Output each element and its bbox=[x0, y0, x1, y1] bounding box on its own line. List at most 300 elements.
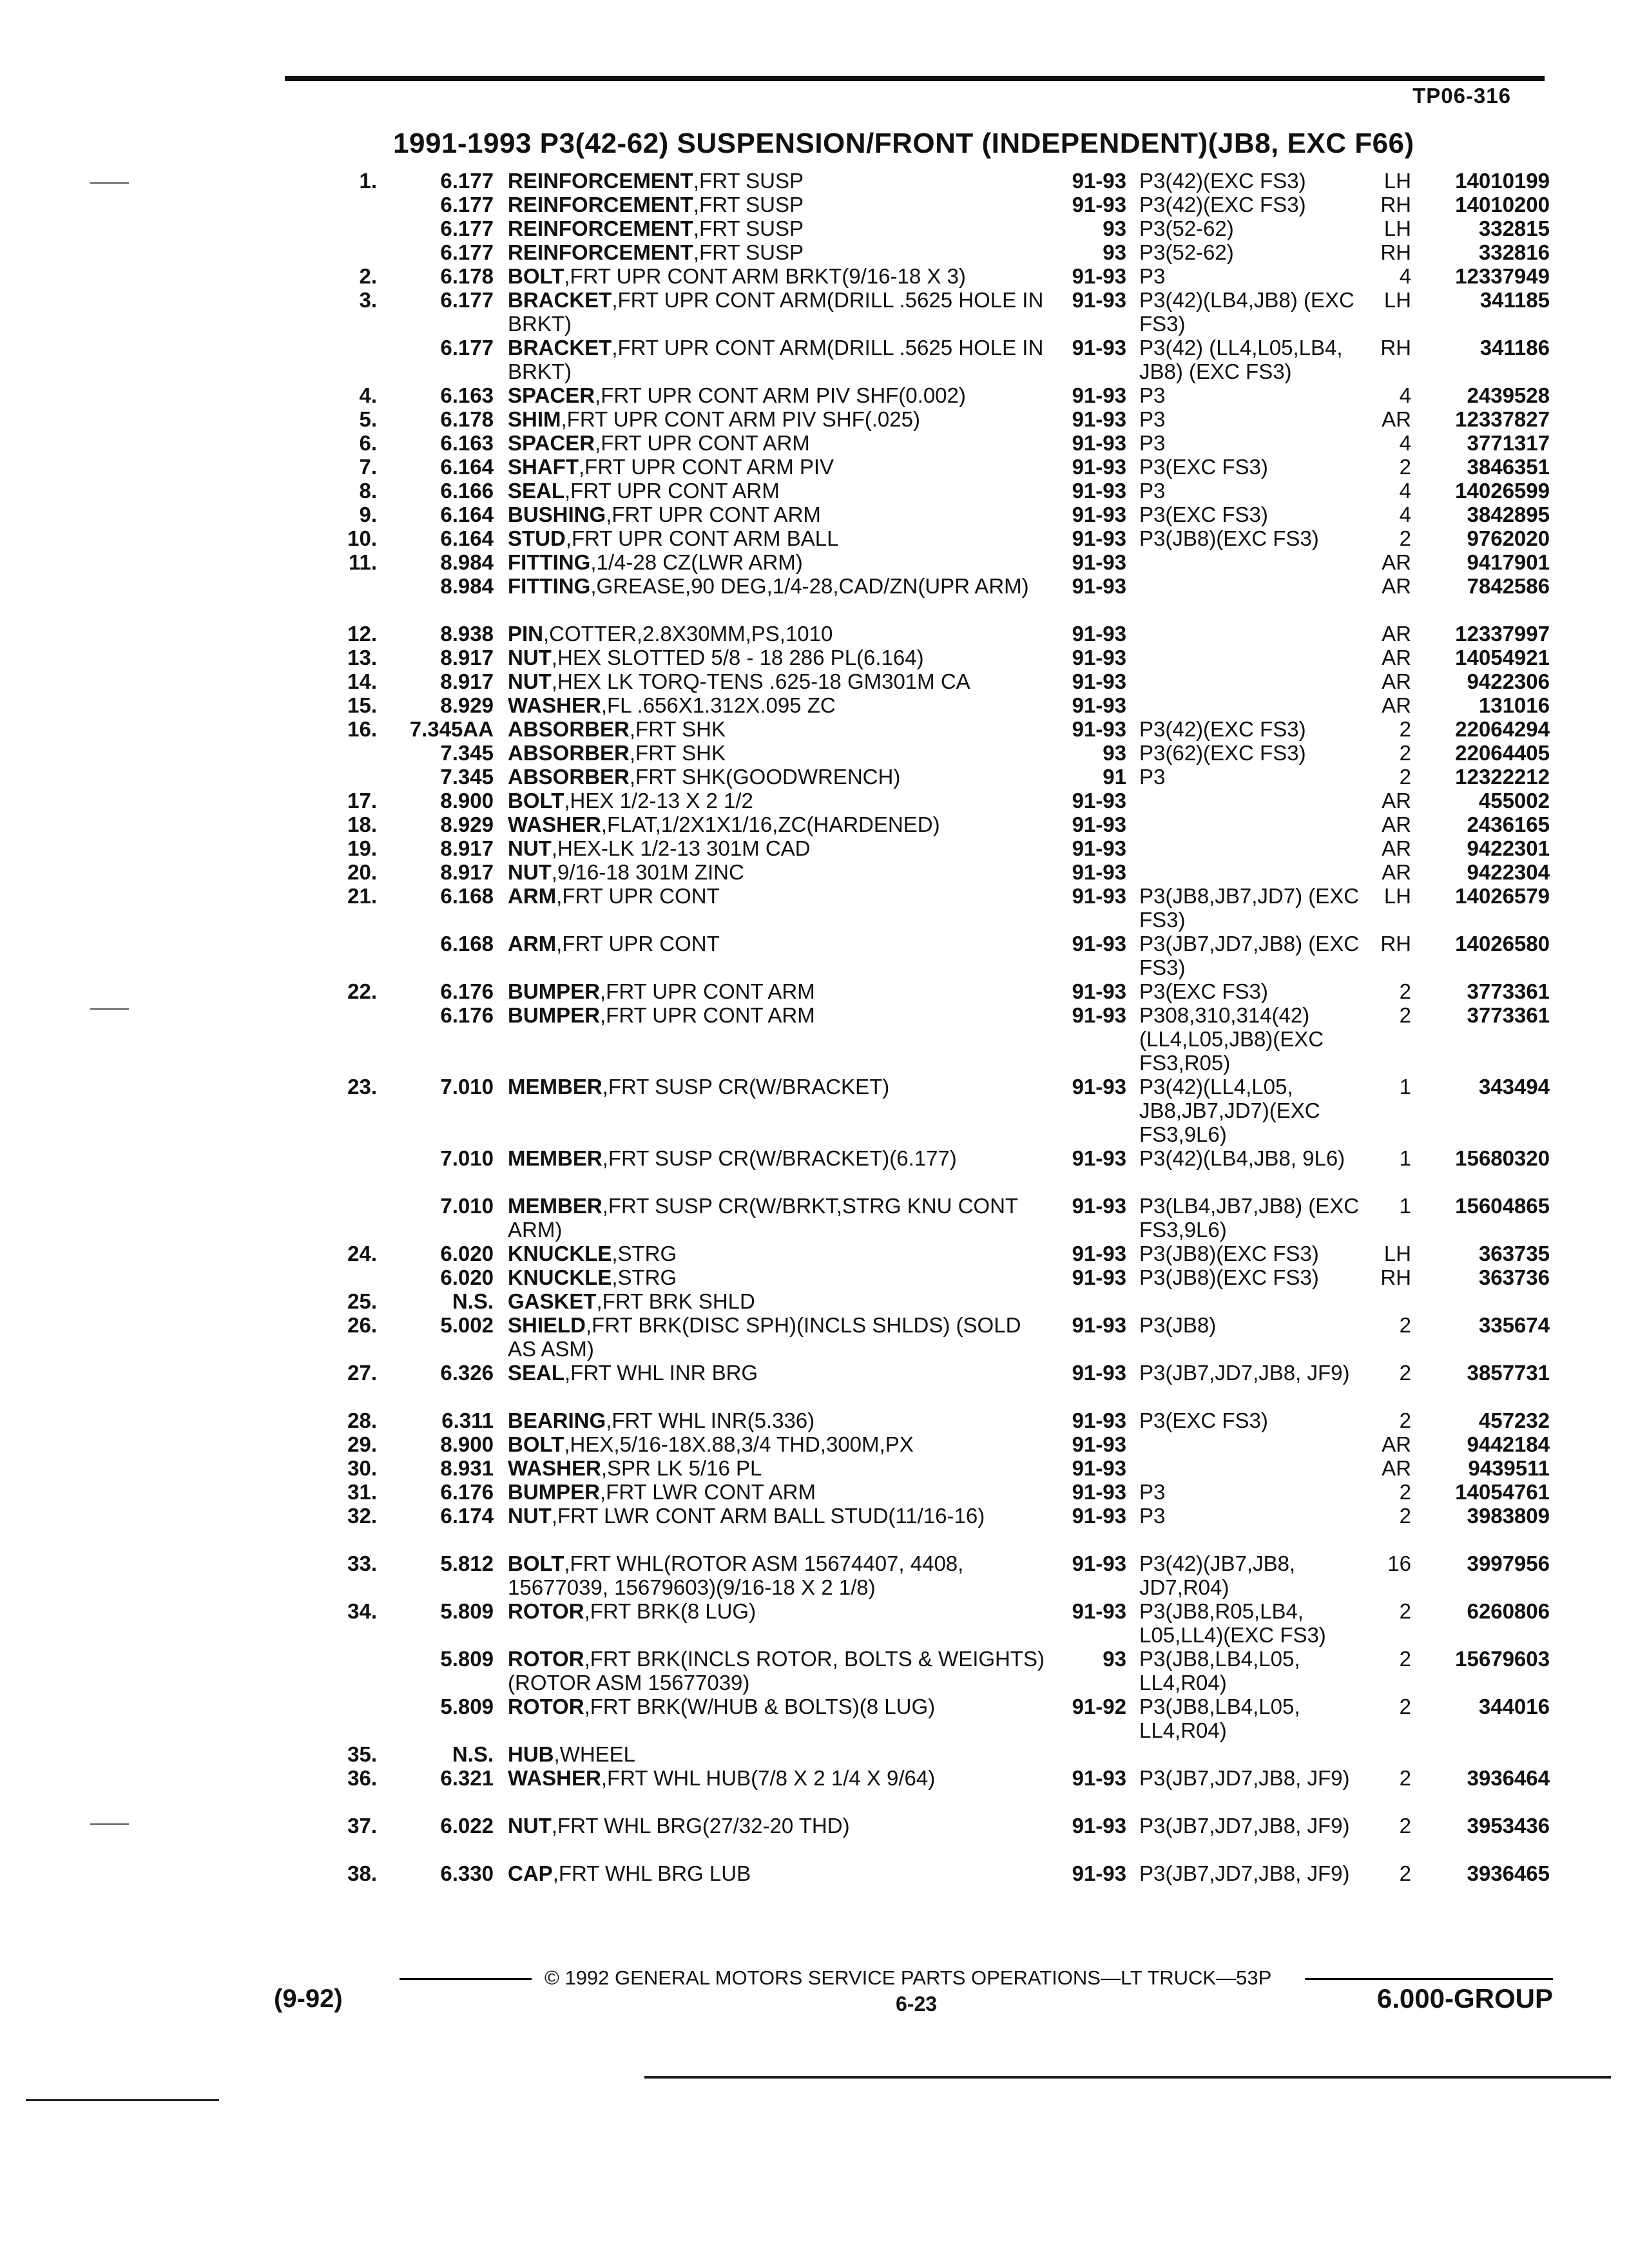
part-description bbox=[508, 812, 1049, 836]
group-number: 6.177 bbox=[440, 193, 494, 216]
part-detail: ,FRT UPR CONT ARM bbox=[600, 1003, 815, 1027]
table-row bbox=[0, 1432, 1629, 1456]
part-description bbox=[508, 1552, 1049, 1599]
part-description bbox=[508, 1408, 1049, 1432]
table-row bbox=[0, 932, 1629, 979]
quantity: 2 bbox=[1399, 526, 1411, 550]
page-title: 1991-1993 P3(42-62) SUSPENSION/FRONT (INDEPENDENT)(JB8, EXC F66) bbox=[393, 128, 1414, 159]
item-number: 30. bbox=[347, 1456, 377, 1480]
quantity: 2 bbox=[1399, 455, 1411, 479]
model-years: 91-93 bbox=[1072, 526, 1126, 550]
part-detail: ,FRT SUSP bbox=[693, 169, 804, 193]
group-number: 6.330 bbox=[440, 1861, 494, 1885]
part-description bbox=[508, 1814, 1049, 1838]
part-number: 14054761 bbox=[1455, 1480, 1550, 1504]
quantity: LH bbox=[1383, 216, 1411, 240]
item-number: 22. bbox=[347, 979, 377, 1003]
part-description bbox=[508, 1289, 1049, 1313]
application: P3(LB4,JB7,JB8) (EXC FS3,9L6) bbox=[1139, 1194, 1360, 1242]
quantity: 2 bbox=[1399, 1647, 1411, 1671]
part-name: PIN bbox=[508, 622, 544, 646]
part-description bbox=[508, 1456, 1049, 1480]
group-number: 6.164 bbox=[440, 503, 494, 526]
item-number: 8. bbox=[359, 479, 377, 503]
application: P3(JB7,JD7,JB8, JF9) bbox=[1139, 1766, 1350, 1790]
application: P3 bbox=[1139, 264, 1166, 288]
group-number: 5.002 bbox=[440, 1313, 494, 1337]
item-number: 6. bbox=[359, 431, 377, 455]
part-detail: ,FRT BRK(W/HUB & BOLTS)(8 LUG) bbox=[584, 1695, 936, 1718]
application: P308,310,314(42) (LL4,L05,JB8)(EXC FS3,R05) bbox=[1139, 1003, 1324, 1075]
model-years: 91-93 bbox=[1072, 503, 1126, 526]
part-detail: ,FRT UPR CONT ARM BALL bbox=[565, 526, 839, 550]
table-row bbox=[0, 1814, 1629, 1861]
group-number: 6.176 bbox=[440, 1003, 494, 1027]
group-number: 7.010 bbox=[440, 1146, 494, 1170]
model-years: 91-93 bbox=[1072, 860, 1126, 884]
part-description bbox=[508, 1003, 1049, 1027]
part-detail: ,FRT WHL INR BRG bbox=[564, 1361, 758, 1385]
group-number: 8.984 bbox=[440, 574, 494, 598]
part-detail: ,FRT BRK(DISC SPH)(INCLS SHLDS) (SOLD AS ASM) bbox=[508, 1313, 1021, 1361]
part-number: 12337949 bbox=[1455, 264, 1550, 288]
part-name: STUD bbox=[508, 526, 566, 550]
part-number: 15604865 bbox=[1455, 1194, 1550, 1218]
quantity: AR bbox=[1382, 550, 1411, 574]
quantity: AR bbox=[1382, 836, 1411, 860]
part-number: 3771317 bbox=[1467, 431, 1550, 455]
table-row bbox=[0, 336, 1629, 383]
part-number: 3997956 bbox=[1467, 1552, 1550, 1575]
quantity: 4 bbox=[1399, 503, 1411, 526]
part-number: 7842586 bbox=[1467, 574, 1550, 598]
part-number: 9439511 bbox=[1468, 1456, 1550, 1480]
part-description bbox=[508, 860, 1049, 884]
model-years: 91-93 bbox=[1072, 383, 1126, 407]
model-years: 91 bbox=[1103, 765, 1126, 789]
part-number: 131016 bbox=[1478, 693, 1550, 717]
quantity: AR bbox=[1382, 407, 1411, 431]
part-number: 15679603 bbox=[1455, 1647, 1550, 1671]
model-years: 91-93 bbox=[1072, 1265, 1126, 1289]
item-number: 38. bbox=[347, 1861, 377, 1885]
part-name: ABSORBER bbox=[508, 765, 630, 789]
item-number: 24. bbox=[347, 1242, 377, 1265]
part-name: REINFORCEMENT bbox=[508, 169, 693, 193]
table-row bbox=[0, 669, 1629, 693]
part-name: HUB bbox=[508, 1742, 554, 1766]
quantity: 1 bbox=[1399, 1194, 1411, 1218]
group-number: 7.345 bbox=[440, 765, 494, 789]
part-description bbox=[508, 1647, 1049, 1695]
group-number: 5.809 bbox=[440, 1647, 494, 1671]
part-name: SPACER bbox=[508, 431, 595, 455]
application: P3(EXC FS3) bbox=[1139, 503, 1268, 526]
part-name: GASKET bbox=[508, 1289, 597, 1313]
group-number: 8.917 bbox=[440, 836, 494, 860]
group-number: 6.164 bbox=[440, 455, 494, 479]
group-number: 8.917 bbox=[440, 646, 494, 669]
part-detail: ,FRT SUSP bbox=[693, 193, 804, 216]
doc-id: TP06-316 bbox=[1412, 84, 1511, 108]
part-detail: ,HEX LK TORQ-TENS .625-18 GM301M CA bbox=[551, 669, 970, 693]
part-detail: ,FRT SHK bbox=[629, 717, 726, 741]
model-years: 91-93 bbox=[1072, 193, 1126, 216]
footer-rule-left bbox=[400, 1978, 532, 1980]
margin-mark bbox=[90, 1823, 129, 1825]
part-number: 6260806 bbox=[1467, 1599, 1550, 1623]
group-number: 6.163 bbox=[440, 383, 494, 407]
group-number: 8.917 bbox=[440, 860, 494, 884]
quantity: 2 bbox=[1399, 1408, 1411, 1432]
part-number: 14026580 bbox=[1455, 932, 1550, 956]
group-number: 6.163 bbox=[440, 431, 494, 455]
model-years: 91-93 bbox=[1072, 1432, 1126, 1456]
quantity: LH bbox=[1383, 1242, 1411, 1265]
table-row bbox=[0, 1003, 1629, 1075]
part-number: 9762020 bbox=[1467, 526, 1550, 550]
quantity: 4 bbox=[1399, 431, 1411, 455]
group-number: 6.174 bbox=[440, 1504, 494, 1528]
table-row bbox=[0, 1408, 1629, 1432]
part-number: 22064405 bbox=[1455, 741, 1550, 765]
part-description bbox=[508, 741, 1049, 765]
part-detail: ,FRT SUSP bbox=[693, 240, 804, 264]
group-number: 7.010 bbox=[440, 1075, 494, 1099]
model-years: 91-93 bbox=[1072, 336, 1126, 360]
part-name: BUMPER bbox=[508, 1003, 601, 1027]
application: P3(EXC FS3) bbox=[1139, 455, 1268, 479]
model-years: 91-93 bbox=[1072, 1194, 1126, 1218]
part-number: 14026579 bbox=[1455, 884, 1550, 908]
part-name: ROTOR bbox=[508, 1647, 584, 1671]
part-number: 344016 bbox=[1478, 1695, 1550, 1718]
part-detail: ,FRT UPR CONT ARM(DRILL .5625 HOLE IN BRKT) bbox=[508, 288, 1044, 336]
table-row bbox=[0, 1695, 1629, 1742]
group-number: 6.166 bbox=[440, 479, 494, 503]
part-name: BEARING bbox=[508, 1408, 606, 1432]
footer-page-number: 6-23 bbox=[896, 1992, 938, 2015]
model-years: 91-93 bbox=[1072, 1003, 1126, 1027]
part-number: 3846351 bbox=[1467, 455, 1550, 479]
part-detail: ,FRT SUSP CR(W/BRACKET) bbox=[602, 1075, 890, 1099]
quantity: 2 bbox=[1399, 1695, 1411, 1718]
quantity: LH bbox=[1383, 169, 1411, 193]
part-detail: ,FRT BRK(INCLS ROTOR, BOLTS & WEIGHTS)(ROTOR ASM 15677039) bbox=[508, 1647, 1045, 1695]
model-years: 91-93 bbox=[1072, 1075, 1126, 1099]
item-number: 4. bbox=[359, 383, 377, 407]
quantity: AR bbox=[1382, 622, 1411, 646]
group-number: 6.168 bbox=[440, 932, 494, 956]
quantity: 2 bbox=[1399, 1504, 1411, 1528]
group-number: 5.809 bbox=[440, 1599, 494, 1623]
part-name: MEMBER bbox=[508, 1146, 602, 1170]
group-number: 8.984 bbox=[440, 550, 494, 574]
model-years: 93 bbox=[1103, 240, 1126, 264]
part-detail: ,FRT WHL(ROTOR ASM 15674407, 4408, 15677039, 15679603)(9/16-18 X 2 1/8) bbox=[508, 1552, 964, 1599]
model-years: 91-93 bbox=[1072, 550, 1126, 574]
application: P3(JB7,JD7,JB8) (EXC FS3) bbox=[1139, 932, 1360, 979]
part-detail: ,FRT UPR CONT ARM bbox=[600, 979, 815, 1003]
quantity: 2 bbox=[1399, 1861, 1411, 1885]
part-detail: ,FRT UPR CONT ARM(DRILL .5625 HOLE IN BRKT) bbox=[508, 336, 1044, 383]
part-name: FITTING bbox=[508, 550, 591, 574]
item-number: 23. bbox=[347, 1075, 377, 1099]
table-row bbox=[0, 550, 1629, 574]
part-name: REINFORCEMENT bbox=[508, 216, 693, 240]
part-description bbox=[508, 1075, 1049, 1099]
application: P3(JB7,JD7,JB8, JF9) bbox=[1139, 1861, 1350, 1885]
group-number: 8.929 bbox=[440, 812, 494, 836]
part-name: SHAFT bbox=[508, 455, 579, 479]
group-number: 6.168 bbox=[440, 884, 494, 908]
part-detail: ,FRT BRK SHLD bbox=[596, 1289, 755, 1313]
quantity: 4 bbox=[1399, 383, 1411, 407]
part-name: NUT bbox=[508, 1504, 552, 1528]
part-description bbox=[508, 693, 1049, 717]
part-number: 3936465 bbox=[1467, 1861, 1550, 1885]
part-number: 14026599 bbox=[1455, 479, 1550, 503]
part-number: 14010199 bbox=[1455, 169, 1550, 193]
group-number: 8.938 bbox=[440, 622, 494, 646]
application: P3(JB7,JD7,JB8, JF9) bbox=[1139, 1814, 1350, 1838]
part-number: 341186 bbox=[1480, 336, 1550, 360]
part-name: NUT bbox=[508, 669, 552, 693]
model-years: 91-93 bbox=[1072, 693, 1126, 717]
group-number: N.S. bbox=[452, 1289, 494, 1313]
table-row bbox=[0, 503, 1629, 526]
top-rule bbox=[285, 76, 1545, 81]
part-description bbox=[508, 1695, 1049, 1718]
part-description bbox=[508, 526, 1049, 550]
part-detail: ,FRT WHL INR(5.336) bbox=[606, 1408, 815, 1432]
part-detail: ,FRT WHL BRG(27/32-20 THD) bbox=[551, 1814, 850, 1838]
quantity: AR bbox=[1382, 669, 1411, 693]
quantity: AR bbox=[1382, 693, 1411, 717]
part-name: WASHER bbox=[508, 693, 601, 717]
part-name: BUMPER bbox=[508, 979, 601, 1003]
part-name: BOLT bbox=[508, 264, 564, 288]
item-number: 5. bbox=[359, 407, 377, 431]
application: P3(42) (LL4,L05,LB4, JB8) (EXC FS3) bbox=[1139, 336, 1343, 383]
group-number: 8.900 bbox=[440, 1432, 494, 1456]
group-number: 6.022 bbox=[440, 1814, 494, 1838]
table-row bbox=[0, 1742, 1629, 1766]
model-years: 91-93 bbox=[1072, 1599, 1126, 1623]
part-name: ROTOR bbox=[508, 1599, 584, 1623]
table-row bbox=[0, 765, 1629, 789]
table-row bbox=[0, 1456, 1629, 1480]
table-row bbox=[0, 1480, 1629, 1504]
quantity: 2 bbox=[1399, 1361, 1411, 1385]
part-number: 341185 bbox=[1480, 288, 1550, 312]
part-number: 332815 bbox=[1478, 216, 1550, 240]
application: P3 bbox=[1139, 407, 1166, 431]
part-number: 3936464 bbox=[1467, 1766, 1550, 1790]
application: P3 bbox=[1139, 765, 1166, 789]
part-description bbox=[508, 1242, 1049, 1265]
part-name: BOLT bbox=[508, 789, 564, 812]
part-description bbox=[508, 884, 1049, 908]
part-detail: ,FRT SUSP CR(W/BRKT,STRG KNU CONT ARM) bbox=[508, 1194, 1018, 1242]
part-description bbox=[508, 431, 1049, 455]
application: P3 bbox=[1139, 431, 1166, 455]
model-years: 91-93 bbox=[1072, 932, 1126, 956]
model-years: 91-93 bbox=[1072, 431, 1126, 455]
quantity: 2 bbox=[1399, 741, 1411, 765]
model-years: 93 bbox=[1103, 1647, 1126, 1671]
quantity: AR bbox=[1382, 646, 1411, 669]
part-description bbox=[508, 574, 1049, 598]
table-row bbox=[0, 979, 1629, 1003]
model-years: 91-93 bbox=[1072, 789, 1126, 812]
part-number: 9417901 bbox=[1467, 550, 1550, 574]
part-name: ABSORBER bbox=[508, 717, 630, 741]
part-name: KNUCKLE bbox=[508, 1242, 612, 1265]
part-name: NUT bbox=[508, 646, 552, 669]
part-name: BOLT bbox=[508, 1552, 564, 1575]
part-number: 12337997 bbox=[1455, 622, 1550, 646]
part-description bbox=[508, 383, 1049, 407]
application: P3(42)(LB4,JB8, 9L6) bbox=[1139, 1146, 1345, 1170]
quantity: 2 bbox=[1399, 1766, 1411, 1790]
item-number: 1. bbox=[359, 169, 377, 193]
model-years: 91-93 bbox=[1072, 479, 1126, 503]
table-row bbox=[0, 1289, 1629, 1313]
part-description bbox=[508, 550, 1049, 574]
application: P3(JB8) bbox=[1139, 1313, 1217, 1337]
part-detail: ,HEX 1/2-13 X 2 1/2 bbox=[564, 789, 753, 812]
application: P3 bbox=[1139, 383, 1166, 407]
application: P3(EXC FS3) bbox=[1139, 979, 1268, 1003]
part-number: 9422301 bbox=[1467, 836, 1550, 860]
part-detail: ,HEX,5/16-18X.88,3/4 THD,300M,PX bbox=[564, 1432, 914, 1456]
part-name: SHIELD bbox=[508, 1313, 586, 1337]
item-number: 13. bbox=[347, 646, 377, 669]
part-detail: ,FRT UPR CONT bbox=[556, 932, 720, 956]
application: P3(JB8,LB4,L05, LL4,R04) bbox=[1139, 1647, 1300, 1695]
group-number: 6.177 bbox=[440, 288, 494, 312]
application: P3 bbox=[1139, 479, 1166, 503]
group-number: 6.020 bbox=[440, 1265, 494, 1289]
table-row bbox=[0, 193, 1629, 216]
application: P3(42)(LB4,JB8) (EXC FS3) bbox=[1139, 288, 1354, 336]
table-row bbox=[0, 1146, 1629, 1194]
part-description bbox=[508, 336, 1049, 383]
part-number: 332816 bbox=[1478, 240, 1550, 264]
part-name: SHIM bbox=[508, 407, 561, 431]
table-row bbox=[0, 1647, 1629, 1695]
group-number: 6.178 bbox=[440, 407, 494, 431]
part-detail: ,FRT WHL HUB(7/8 X 2 1/4 X 9/64) bbox=[601, 1766, 936, 1790]
item-number: 3. bbox=[359, 288, 377, 312]
model-years: 91-93 bbox=[1072, 1313, 1126, 1337]
part-number: 9442184 bbox=[1467, 1432, 1550, 1456]
item-number: 11. bbox=[348, 550, 377, 574]
footer-rule-right bbox=[1305, 1978, 1553, 1980]
group-number: 8.931 bbox=[440, 1456, 494, 1480]
quantity: AR bbox=[1382, 812, 1411, 836]
part-description bbox=[508, 169, 1049, 193]
model-years: 91-93 bbox=[1072, 1552, 1126, 1575]
model-years: 91-93 bbox=[1072, 1504, 1126, 1528]
scan-artifact-line bbox=[644, 2076, 1611, 2079]
part-detail: ,FRT LWR CONT ARM bbox=[600, 1480, 816, 1504]
model-years: 91-93 bbox=[1072, 574, 1126, 598]
model-years: 91-93 bbox=[1072, 169, 1126, 193]
application: P3(42)(EXC FS3) bbox=[1139, 717, 1306, 741]
part-description bbox=[508, 836, 1049, 860]
quantity: AR bbox=[1382, 789, 1411, 812]
part-detail: ,SPR LK 5/16 PL bbox=[601, 1456, 762, 1480]
part-detail: ,STRG bbox=[612, 1265, 677, 1289]
application: P3(42)(EXC FS3) bbox=[1139, 169, 1306, 193]
group-number: 6.311 bbox=[441, 1408, 494, 1432]
part-description bbox=[508, 1861, 1049, 1885]
model-years: 91-93 bbox=[1072, 1361, 1126, 1385]
table-row bbox=[0, 1599, 1629, 1647]
table-row bbox=[0, 574, 1629, 622]
part-detail: ,FRT UPR CONT bbox=[556, 884, 720, 908]
part-detail: ,FRT SUSP bbox=[693, 216, 804, 240]
table-row bbox=[0, 1504, 1629, 1552]
part-description bbox=[508, 622, 1049, 646]
quantity: 2 bbox=[1399, 1480, 1411, 1504]
item-number: 25. bbox=[347, 1289, 377, 1313]
model-years: 91-93 bbox=[1072, 884, 1126, 908]
group-number: 8.929 bbox=[440, 693, 494, 717]
part-description bbox=[508, 1194, 1049, 1242]
quantity: RH bbox=[1380, 240, 1411, 264]
part-name: SEAL bbox=[508, 479, 565, 503]
part-name: WASHER bbox=[508, 812, 601, 836]
item-number: 33. bbox=[347, 1552, 377, 1575]
table-row bbox=[0, 646, 1629, 669]
model-years: 91-93 bbox=[1072, 717, 1126, 741]
part-description bbox=[508, 1742, 1049, 1766]
part-description bbox=[508, 1432, 1049, 1456]
part-number: 2436165 bbox=[1467, 812, 1550, 836]
table-row bbox=[0, 169, 1629, 193]
item-number: 2. bbox=[359, 264, 377, 288]
item-number: 26. bbox=[347, 1313, 377, 1337]
group-number: 5.812 bbox=[440, 1552, 494, 1575]
part-number: 455002 bbox=[1478, 789, 1550, 812]
group-number: 6.020 bbox=[440, 1242, 494, 1265]
group-number: 6.178 bbox=[440, 264, 494, 288]
group-number: 6.164 bbox=[440, 526, 494, 550]
quantity: 4 bbox=[1399, 264, 1411, 288]
part-description bbox=[508, 1599, 1049, 1623]
part-detail: ,COTTER,2.8X30MM,PS,1010 bbox=[543, 622, 833, 646]
part-number: 3857731 bbox=[1467, 1361, 1550, 1385]
part-description bbox=[508, 193, 1049, 216]
part-description bbox=[508, 1480, 1049, 1504]
part-number: 14010200 bbox=[1455, 193, 1550, 216]
part-name: BUMPER bbox=[508, 1480, 601, 1504]
application: P3(JB8)(EXC FS3) bbox=[1139, 1242, 1319, 1265]
table-row bbox=[0, 1313, 1629, 1361]
part-description bbox=[508, 1265, 1049, 1289]
quantity: 2 bbox=[1399, 1599, 1411, 1623]
group-number: 6.177 bbox=[440, 169, 494, 193]
part-detail: ,FRT BRK(8 LUG) bbox=[584, 1599, 757, 1623]
quantity: 2 bbox=[1399, 1003, 1411, 1027]
part-number: 3773361 bbox=[1467, 1003, 1550, 1027]
group-number: N.S. bbox=[452, 1742, 494, 1766]
part-name: MEMBER bbox=[508, 1194, 602, 1218]
part-name: BOLT bbox=[508, 1432, 564, 1456]
